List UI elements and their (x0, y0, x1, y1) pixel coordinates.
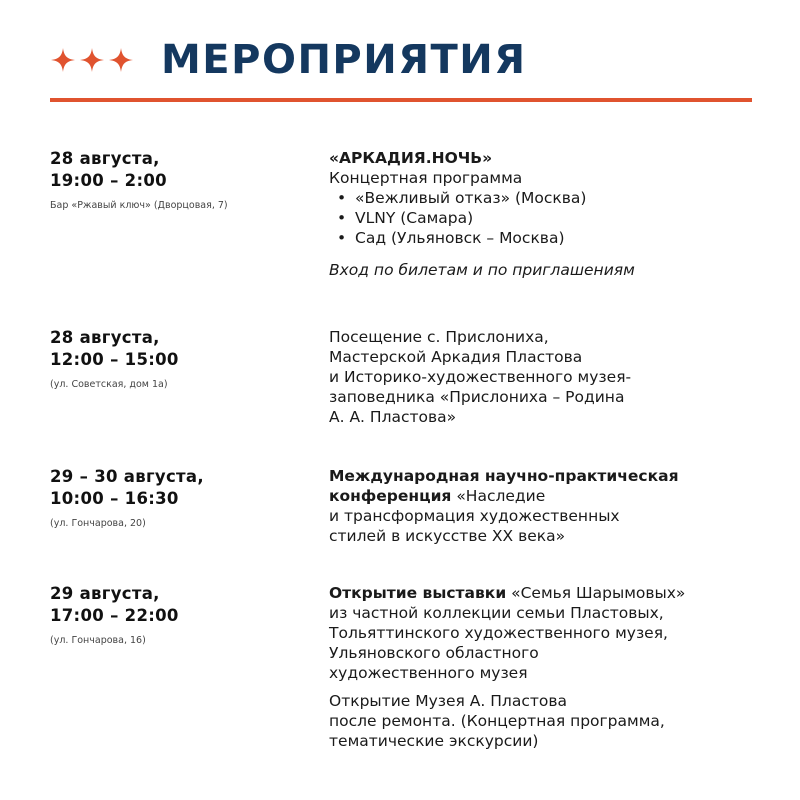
event-place: (ул. Гончарова, 20) (50, 518, 146, 529)
event-line: Мастерской Аркадия Пластова (329, 348, 583, 366)
sparkle-star-icon (50, 47, 76, 73)
event-line: Открытие Музея А. Пластова (329, 692, 567, 710)
event-details (329, 583, 752, 751)
header-divider (50, 98, 752, 102)
event-title: «АРКАДИЯ.НОЧЬ» (329, 149, 493, 167)
event-when (50, 583, 310, 647)
event-line: после ремонта. (Концертная программа, (329, 712, 665, 730)
list-item: • VLNY (Самара) (337, 208, 752, 228)
page-title: МЕРОПРИЯТИЯ (161, 37, 527, 83)
event-time: 19:00 – 2:00 (50, 171, 167, 190)
sparkle-star-icon (79, 47, 105, 73)
event-line (329, 486, 752, 506)
event-place: (ул. Советская, дом 1а) (50, 379, 168, 390)
event-line: Посещение с. Прислониха, (329, 328, 549, 346)
event-topic: «Наследие (451, 487, 546, 505)
list-item: • «Вежливый отказ» (Москва) (337, 188, 752, 208)
performer-list (329, 188, 752, 248)
list-item: • Сад (Ульяновск – Москва) (337, 228, 752, 248)
event-date: 28 августа, (50, 328, 160, 347)
event-line: из частной коллекции семьи Пластовых, (329, 604, 664, 622)
event-line: заповедника «Прислониха – Родина (329, 388, 625, 406)
event-place: Бар «Ржавый ключ» (Дворцовая, 7) (50, 200, 228, 211)
event-details (329, 466, 752, 546)
event-when (50, 466, 310, 530)
event-details (329, 327, 752, 427)
sparkle-star-icon (108, 47, 134, 73)
event-line: Тольяттинского художественного музея, (329, 624, 668, 642)
event-details (329, 148, 752, 280)
event-title: Международная научно-практическая (329, 467, 679, 485)
event-title: Открытие выставки (329, 584, 507, 602)
exhibition-name: «Семья Шарымовых» (506, 584, 686, 602)
event-date: 29 августа, (50, 584, 160, 603)
event-when (50, 148, 310, 212)
event-title-end: конференция (329, 487, 452, 505)
event-date: 28 августа, (50, 149, 160, 168)
event-line: художественного музея (329, 664, 528, 682)
event-line: Ульяновского областного (329, 644, 539, 662)
event-subtitle: Концертная программа (329, 169, 523, 187)
event-line: и трансформация художественных (329, 507, 620, 525)
event-date: 29 – 30 августа, (50, 467, 204, 486)
event-place: (ул. Гончарова, 16) (50, 635, 146, 646)
event-time: 17:00 – 22:00 (50, 606, 179, 625)
event-line: А. А. Пластова» (329, 408, 457, 426)
event-note: Вход по билетам и по приглашениям (329, 261, 635, 279)
event-when (50, 327, 310, 391)
event-time: 12:00 – 15:00 (50, 350, 179, 369)
event-line: тематические экскурсии) (329, 732, 539, 750)
event-line: стилей в искусстве XX века» (329, 527, 566, 545)
event-line (329, 583, 752, 603)
event-time: 10:00 – 16:30 (50, 489, 179, 508)
event-paragraph (329, 691, 752, 751)
decorative-stars (50, 47, 137, 73)
event-line: и Историко-художественного музея- (329, 368, 632, 386)
page-header (50, 36, 752, 84)
